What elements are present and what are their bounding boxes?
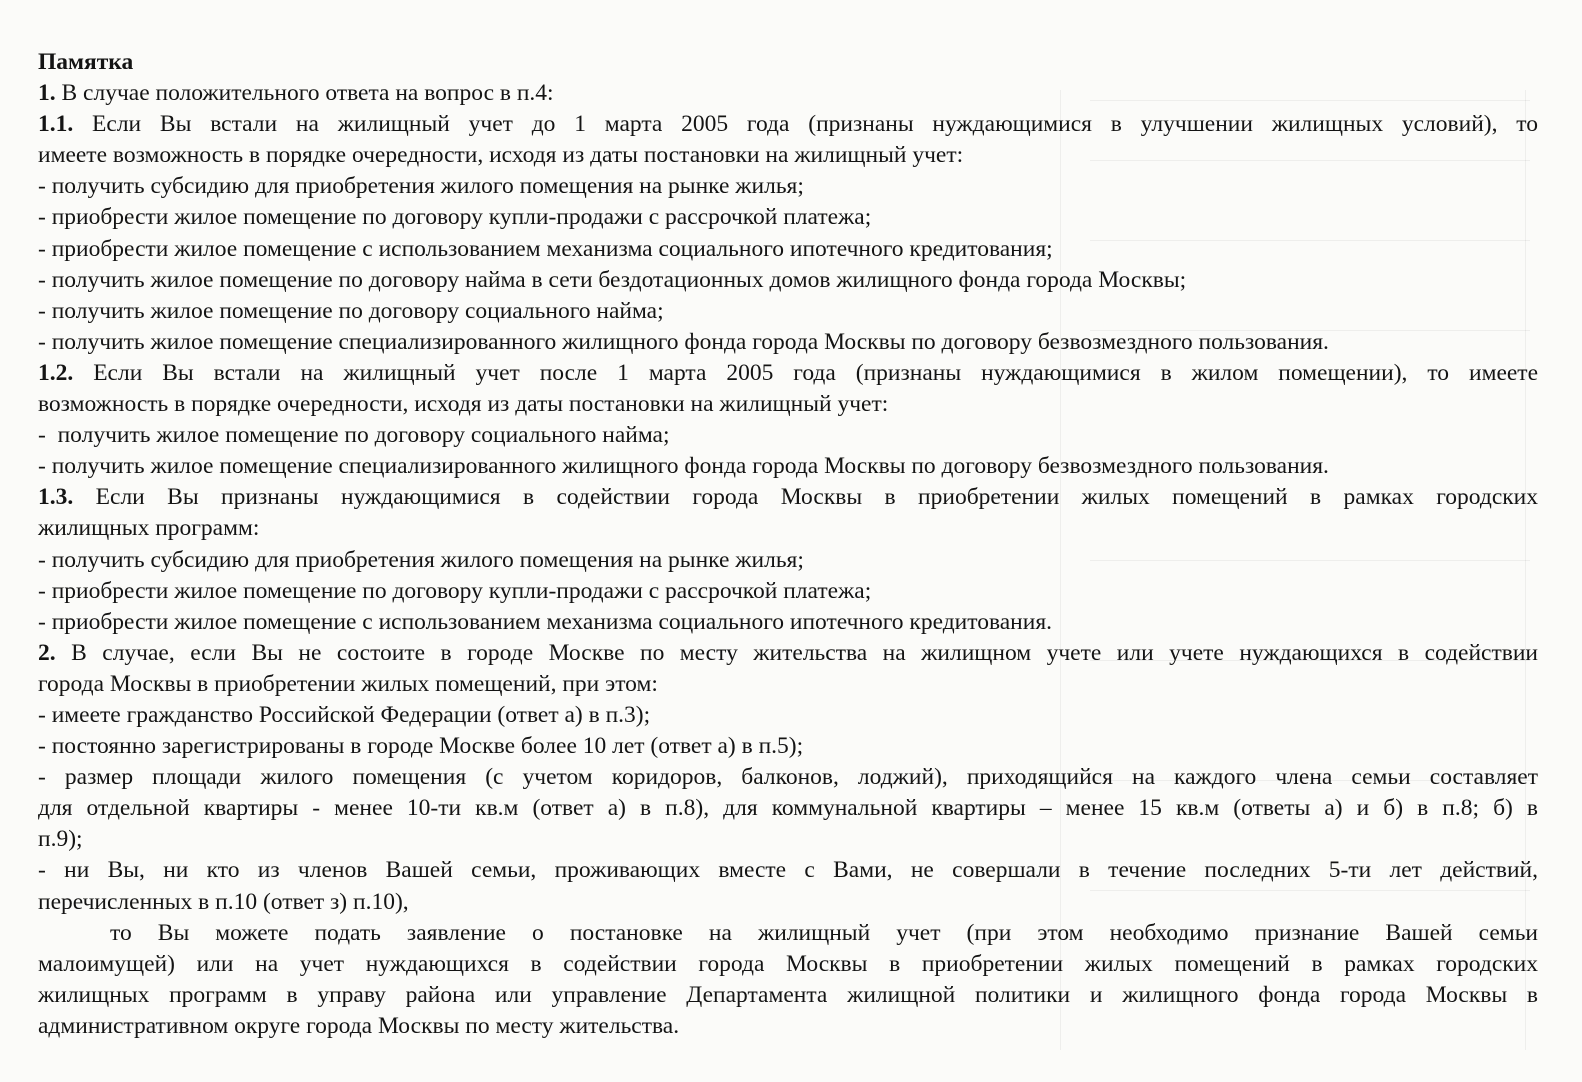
list-item: - приобрести жилое помещение с использованием механизма социального ипотечного кредитования; bbox=[38, 235, 1053, 262]
list-item: - приобрести жилое помещение по договору купли-продажи с рассрочкой платежа; bbox=[38, 204, 872, 231]
list-item: - получить жилое помещение специализированного жилищного фонда города Москвы по договору безвозмездного пользования. bbox=[38, 328, 1329, 355]
list-item: - получить жилое помещение специализированного жилищного фонда города Москвы по договору безвозмездного пользования. bbox=[38, 453, 1329, 480]
list-item-continuation: для отдельной квартиры - менее 10-ти кв.м (ответ а) в п.8), для коммунальной квартиры – менее 15 кв.м (ответы а) и б) в п.8; б) в bbox=[38, 795, 1538, 822]
paragraph-number: 1.1. bbox=[38, 111, 74, 138]
memo-title: Памятка bbox=[38, 49, 134, 75]
paragraph-number: 1.2. bbox=[38, 359, 74, 386]
list-item: - получить субсидию для приобретения жилого помещения на рынке жилья; bbox=[38, 173, 804, 200]
paragraph-1-1-continuation: имеете возможность в порядке очередности, исходя из даты постановки на жилищный учет: bbox=[38, 142, 964, 169]
conclusion-paragraph: то Вы можете подать заявление о постановке на жилищный учет (при этом необходимо признание Вашей семьи bbox=[110, 919, 1538, 946]
paragraph-1 bbox=[38, 78, 1538, 109]
list-item: - ни Вы, ни кто из членов Вашей семьи, проживающих вместе с Вами, не совершали в течение последних 5-ти лет действий, bbox=[38, 857, 1538, 884]
paragraph-1-3 bbox=[38, 482, 1538, 513]
conclusion-continuation: жилищных программ в управу района или управление Департамента жилищной политики и жилищного фонда города Москвы в bbox=[38, 981, 1538, 1008]
paragraph-text: Если Вы встали на жилищный учет после 1 марта 2005 года (признаны нуждающимися в жилом помещении), то имеете bbox=[73, 359, 1538, 386]
list-item: - получить жилое помещение по договору социального найма; bbox=[38, 422, 670, 449]
list-item-continuation: перечисленных в п.10 (ответ з) п.10), bbox=[38, 888, 409, 915]
paragraph-number: 1. bbox=[38, 80, 56, 107]
list-item: - получить жилое помещение по договору социального найма; bbox=[38, 297, 664, 324]
paragraph-1-2-continuation: возможность в порядке очередности, исходя из даты постановки на жилищный учет: bbox=[38, 391, 889, 418]
list-item-continuation: п.9); bbox=[38, 826, 83, 853]
conclusion-continuation: малоимущей) или на учет нуждающихся в содействии города Москвы в приобретении жилых помещений в рамках городских bbox=[38, 950, 1538, 977]
paragraph-2-continuation: города Москвы в приобретении жилых помещений, при этом: bbox=[38, 670, 658, 697]
conclusion-continuation: административном округе города Москвы по месту жительства. bbox=[38, 1012, 680, 1039]
list-item: - получить субсидию для приобретения жилого помещения на рынке жилья; bbox=[38, 546, 804, 573]
paragraph-text: В случае, если Вы не состоите в городе Москве по месту жительства на жилищном учете или учете нуждающихся в содействии bbox=[55, 639, 1538, 666]
paragraph-number: 1.3. bbox=[38, 484, 74, 511]
list-item: - размер площади жилого помещения (с учетом коридоров, балконов, лоджий), приходящийся на каждого члена семьи составляет bbox=[38, 764, 1538, 791]
paragraph-text: Если Вы признаны нуждающимися в содействии города Москвы в приобретении жилых помещений в рамках городских bbox=[73, 484, 1538, 511]
paragraph-1-2 bbox=[38, 358, 1538, 389]
paragraph-number: 2. bbox=[38, 639, 56, 666]
memo-document bbox=[38, 47, 1538, 1042]
list-item: - имеете гражданство Российской Федерации (ответ а) в п.3); bbox=[38, 701, 651, 728]
list-item: - получить жилое помещение по договору найма в сети бездотационных домов жилищного фонда города Москвы; bbox=[38, 266, 1187, 293]
paragraph-text: В случае положительного ответа на вопрос в п.4: bbox=[55, 80, 554, 107]
list-item: - приобрести жилое помещение с использованием механизма социального ипотечного кредитования. bbox=[38, 608, 1052, 635]
paragraph-1-1 bbox=[38, 109, 1538, 140]
paragraph-1-3-continuation: жилищных программ: bbox=[38, 515, 260, 542]
list-item: - приобрести жилое помещение по договору купли-продажи с рассрочкой платежа; bbox=[38, 577, 872, 604]
paragraph-2 bbox=[38, 638, 1538, 669]
paragraph-text: Если Вы встали на жилищный учет до 1 марта 2005 года (признаны нуждающимися в улучшении жилищных условий), то bbox=[73, 111, 1538, 138]
list-item: - постоянно зарегистрированы в городе Москве более 10 лет (ответ а) в п.5); bbox=[38, 733, 804, 760]
